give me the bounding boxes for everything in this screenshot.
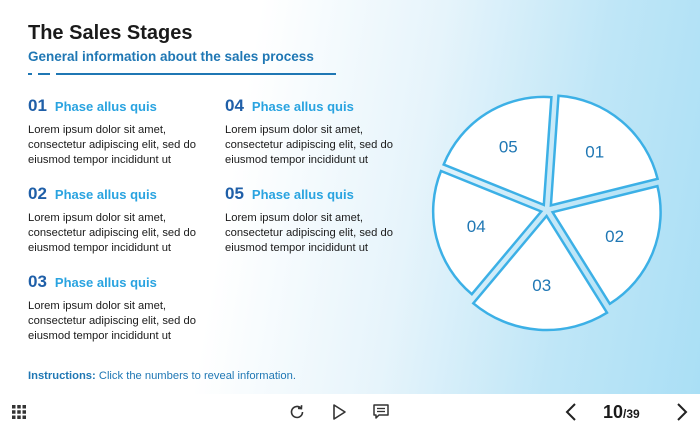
page-counter — [603, 394, 640, 430]
phase-block-03 — [28, 272, 218, 344]
phase-number-02[interactable]: 02 — [28, 184, 47, 203]
page-subtitle: General information about the sales process — [28, 49, 314, 64]
page-title: The Sales Stages — [28, 22, 193, 44]
phase-title-03: Phase allus quis — [54, 275, 157, 290]
phase-number-01[interactable]: 01 — [28, 96, 47, 115]
pie-label-04: 04 — [466, 217, 486, 237]
phase-block-04 — [225, 96, 415, 168]
phase-text-02: Lorem ipsum dolor sit amet, consectetur adipiscing elit, sed do eiusmod tempor incididunt ut — [28, 212, 196, 254]
phase-number-04[interactable]: 04 — [225, 96, 244, 115]
pie-label-05: 05 — [498, 137, 518, 157]
phase-block-01 — [28, 96, 218, 168]
phase-number-03[interactable]: 03 — [28, 272, 47, 291]
phase-title-01: Phase allus quis — [54, 99, 157, 114]
phase-text-04: Lorem ipsum dolor sit amet, consectetur adipiscing elit, sed do eiusmod tempor incididunt ut — [225, 124, 393, 166]
phase-text-05: Lorem ipsum dolor sit amet, consectetur adipiscing elit, sed do eiusmod tempor incididunt ut — [225, 212, 393, 254]
grid-menu-icon[interactable] — [8, 394, 30, 430]
pie-label-01: 01 — [585, 142, 605, 162]
notes-icon[interactable] — [370, 394, 392, 430]
phase-title-04: Phase allus quis — [251, 99, 354, 114]
phase-title-05: Phase allus quis — [251, 187, 354, 202]
instructions — [28, 370, 296, 382]
sales-stages-pie — [420, 88, 675, 338]
page-current: 10 — [603, 401, 624, 422]
phase-text-01: Lorem ipsum dolor sit amet, consectetur adipiscing elit, sed do eiusmod tempor incididunt ut — [28, 124, 196, 166]
page-total: /39 — [623, 407, 640, 421]
phase-title-02: Phase allus quis — [54, 187, 157, 202]
play-icon[interactable] — [328, 394, 350, 430]
instructions-text: Click the numbers to reveal information. — [98, 370, 296, 382]
phase-number-05[interactable]: 05 — [225, 184, 244, 203]
phase-block-02 — [28, 184, 218, 256]
player-toolbar — [0, 394, 700, 430]
pie-label-03: 03 — [532, 275, 552, 295]
instructions-label: Instructions: — [28, 370, 96, 382]
pie-label-02: 02 — [605, 226, 625, 246]
phase-text-03: Lorem ipsum dolor sit amet, consectetur adipiscing elit, sed do eiusmod tempor incididunt ut — [28, 300, 196, 342]
chevron-right-icon[interactable] — [671, 394, 693, 430]
replay-icon[interactable] — [286, 394, 308, 430]
chevron-left-icon[interactable] — [560, 394, 582, 430]
phase-block-05 — [225, 184, 415, 256]
